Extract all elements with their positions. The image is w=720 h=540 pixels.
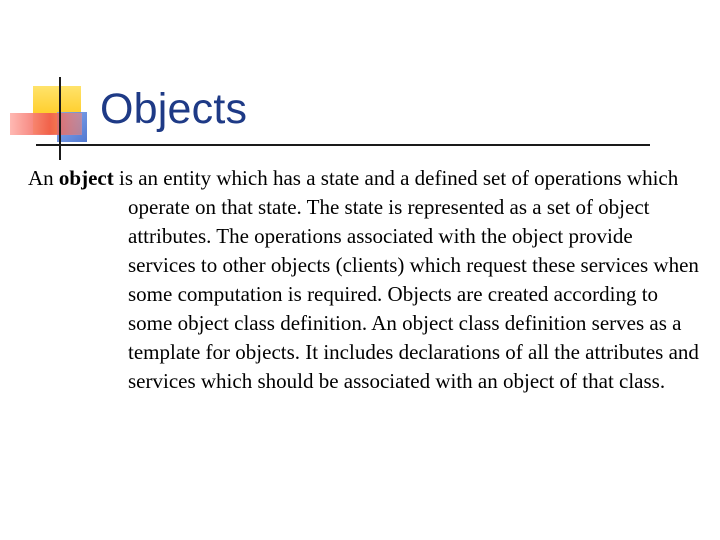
body-intro: An [28, 166, 59, 190]
slide-title: Objects [100, 85, 248, 133]
object-term: object [58, 166, 114, 190]
body-paragraph [28, 164, 703, 396]
yellow-square-accent [33, 86, 81, 134]
red-bar-accent [10, 113, 82, 135]
blue-square-accent [57, 112, 87, 142]
body-text: is an entity which has a state and a defined set of operations which operate on that state. The state is represented as a set of object attributes. The operations associated with the object provide services to other objects (clients) which request these services when some computation is required. Objects are created according to some object class definition. An object class definition serves as a template for objects. It includes declarations of all the attributes and services which should be associated with an object of that class. [113, 166, 699, 393]
